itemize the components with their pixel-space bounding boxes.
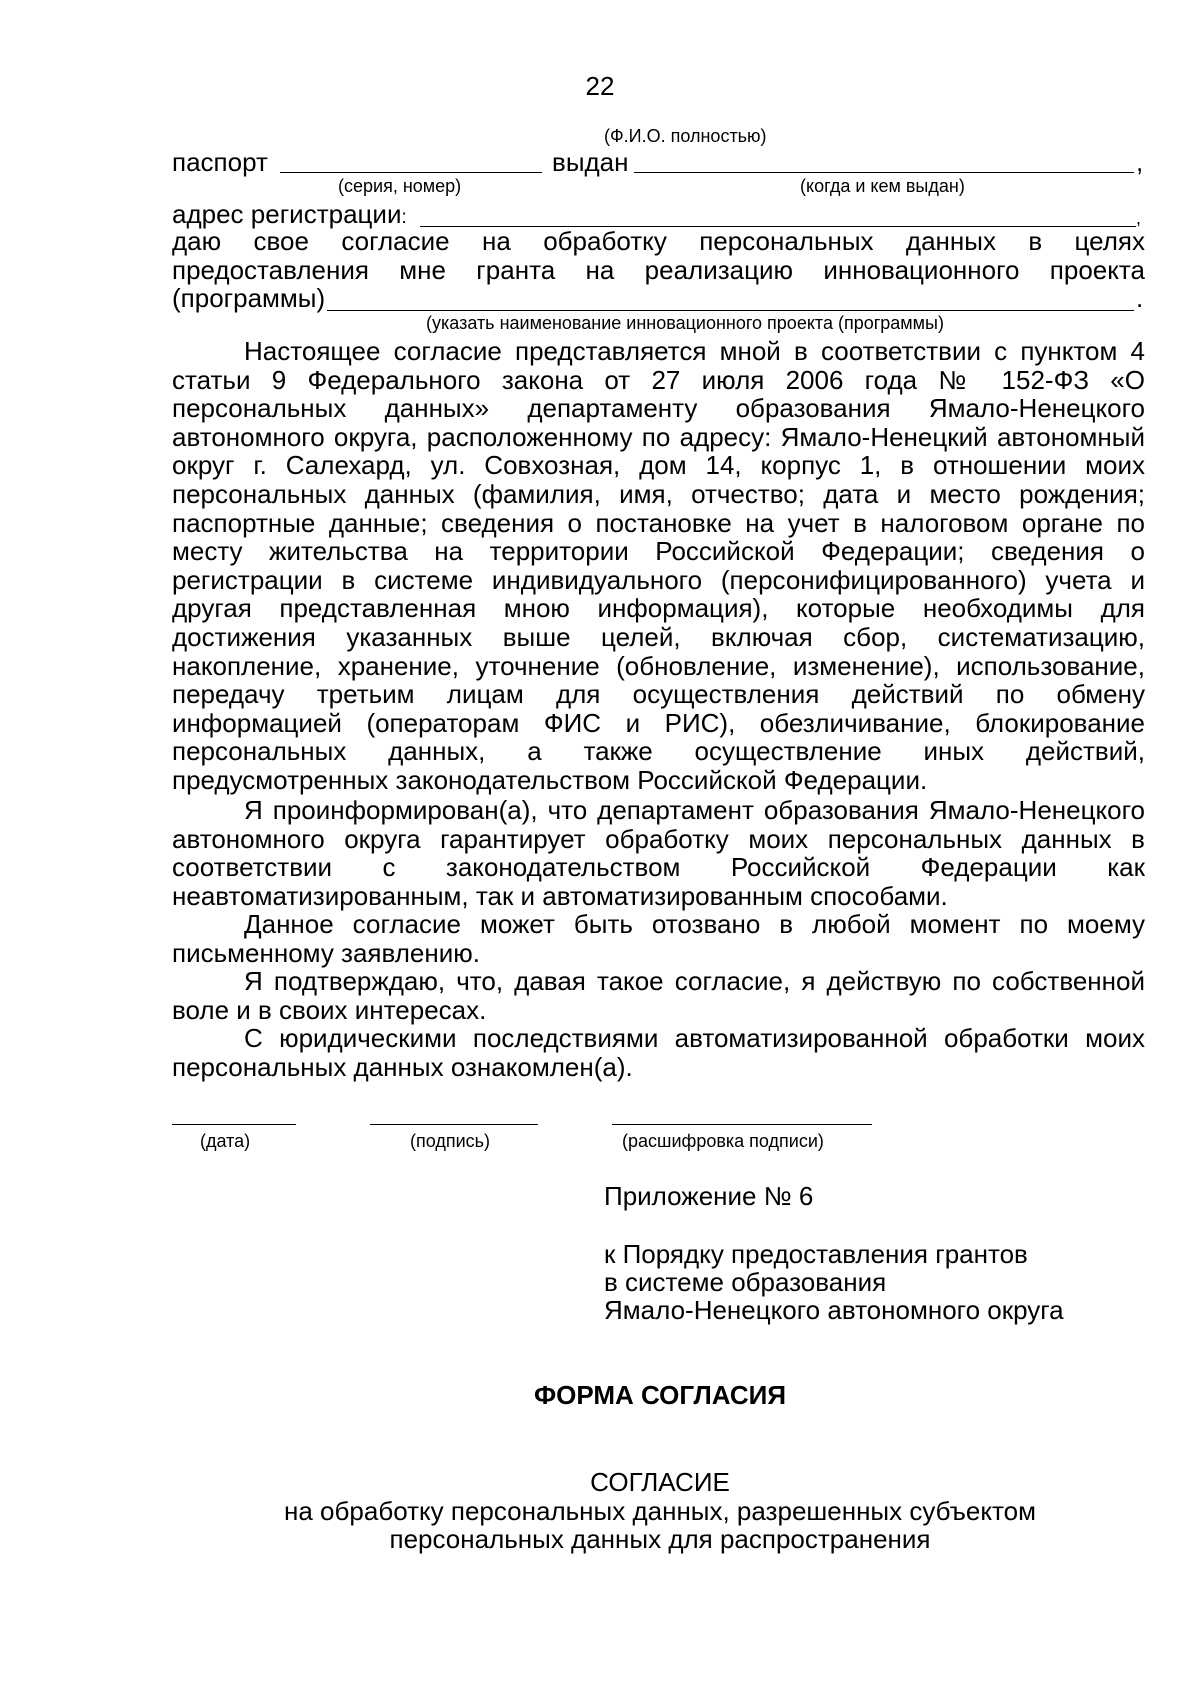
date-field[interactable] — [172, 1124, 296, 1125]
passport-issued-caption: (когда и кем выдан) — [800, 176, 965, 196]
form-title: ФОРМА СОГЛАСИЯ — [533, 1380, 787, 1410]
passport-series-caption: (серия, номер) — [338, 176, 462, 196]
paragraph-confirm-text: Я подтверждаю, что, давая такое согласие, я действую по собственной воле и в своих интересах. — [172, 966, 1145, 1025]
project-caption: (указать наименование инновационного проекта (программы) — [426, 313, 944, 333]
paragraph-confirm — [172, 967, 1145, 1024]
address-comma: , — [1136, 208, 1142, 228]
paragraph-revocation-text: Данное согласие может быть отозвано в любой момент по моему письменному заявлению. — [172, 909, 1145, 968]
appendix-line3: Ямало-Ненецкого автономного округа — [604, 1295, 1064, 1325]
paragraph-informed — [172, 796, 1145, 910]
consent-subtitle-line1: на обработку персональных данных, разрешенных субъектом — [284, 1496, 1036, 1526]
appendix-number: Приложение № 6 — [604, 1181, 814, 1211]
consent-title: СОГЛАСИЕ — [590, 1467, 730, 1497]
consent-intro-line2: предоставления мне гранта на реализацию инновационного проекта — [172, 255, 1145, 285]
signature-decode-field[interactable] — [612, 1124, 872, 1125]
paragraph-revocation — [172, 910, 1145, 967]
signature-caption: (подпись) — [410, 1131, 491, 1151]
consent-intro-line1: даю свое согласие на обработку персональных данных в целях — [172, 226, 1145, 256]
appendix-line1: к Порядку предоставления грантов — [604, 1239, 1028, 1269]
signature-field[interactable] — [370, 1124, 538, 1125]
passport-label: паспорт — [172, 147, 268, 177]
paragraph-consent-basis — [172, 337, 1145, 795]
date-caption: (дата) — [200, 1131, 251, 1151]
paragraph-consent-basis-text: Настоящее согласие представляется мной в соответствии с пунктом 4 статьи 9 Федерального закона от 27 июля 2006 года № 152-ФЗ «О персональных данных» департаменту образования Ямало-Ненецкого автономного округа, расположенному по адресу: Ямало-Ненецкий автономный округ г. Салехард, ул. Совхозная, дом 14, корпус 1, в отношении моих персональных данных (фамилия, имя, отчество; дата и место рождения; паспортные данные; сведения о постановке на учет в налоговом органе по месту жительства на территории Российской Федерации; сведения о регистрации в системе индивидуального (персонифицированного) учета и другая представленная мною информация), которые необходимы для достижения указанных выше целей, включая сбор, систематизацию, накопление, хранение, уточнение (обновление, изменение), использование, передачу третьим лицам для осуществления действий по обмену информацией (операторам ФИС и РИС), обезличивание, блокирование персональных данных, а также осуществление иных действий, предусмотренных законодательством Российской Федерации. — [172, 336, 1145, 795]
paragraph-acknowledged-text: С юридическими последствиями автоматизированной обработки моих персональных данных ознакомлен(а). — [172, 1023, 1145, 1082]
passport-issued-field[interactable] — [634, 172, 1134, 173]
passport-comma: , — [1136, 147, 1144, 177]
passport-issued-label: выдан — [552, 147, 629, 177]
fio-caption: (Ф.И.О. полностью) — [604, 126, 767, 146]
address-colon: : — [401, 207, 407, 228]
paragraph-informed-text: Я проинформирован(а), что департамент образования Ямало-Ненецкого автономного округа гарантирует обработку моих персональных данных в соответствии с законодательством Российской Федерации как неавтоматизированным, так и автоматизированным способами. — [172, 795, 1145, 911]
passport-series-field[interactable] — [280, 172, 542, 173]
consent-intro-line3-label: (программы) — [172, 283, 326, 313]
address-label-text: адрес регистрации — [172, 199, 402, 229]
consent-intro-line3-end: . — [1136, 283, 1144, 313]
project-name-field[interactable] — [327, 310, 1134, 311]
consent-subtitle-line2: персональных данных для распространения — [389, 1524, 931, 1554]
appendix-line2: в системе образования — [604, 1267, 887, 1297]
signature-decode-caption: (расшифровка подписи) — [622, 1131, 824, 1151]
paragraph-acknowledged — [172, 1024, 1145, 1081]
page-number: 22 — [585, 71, 615, 101]
